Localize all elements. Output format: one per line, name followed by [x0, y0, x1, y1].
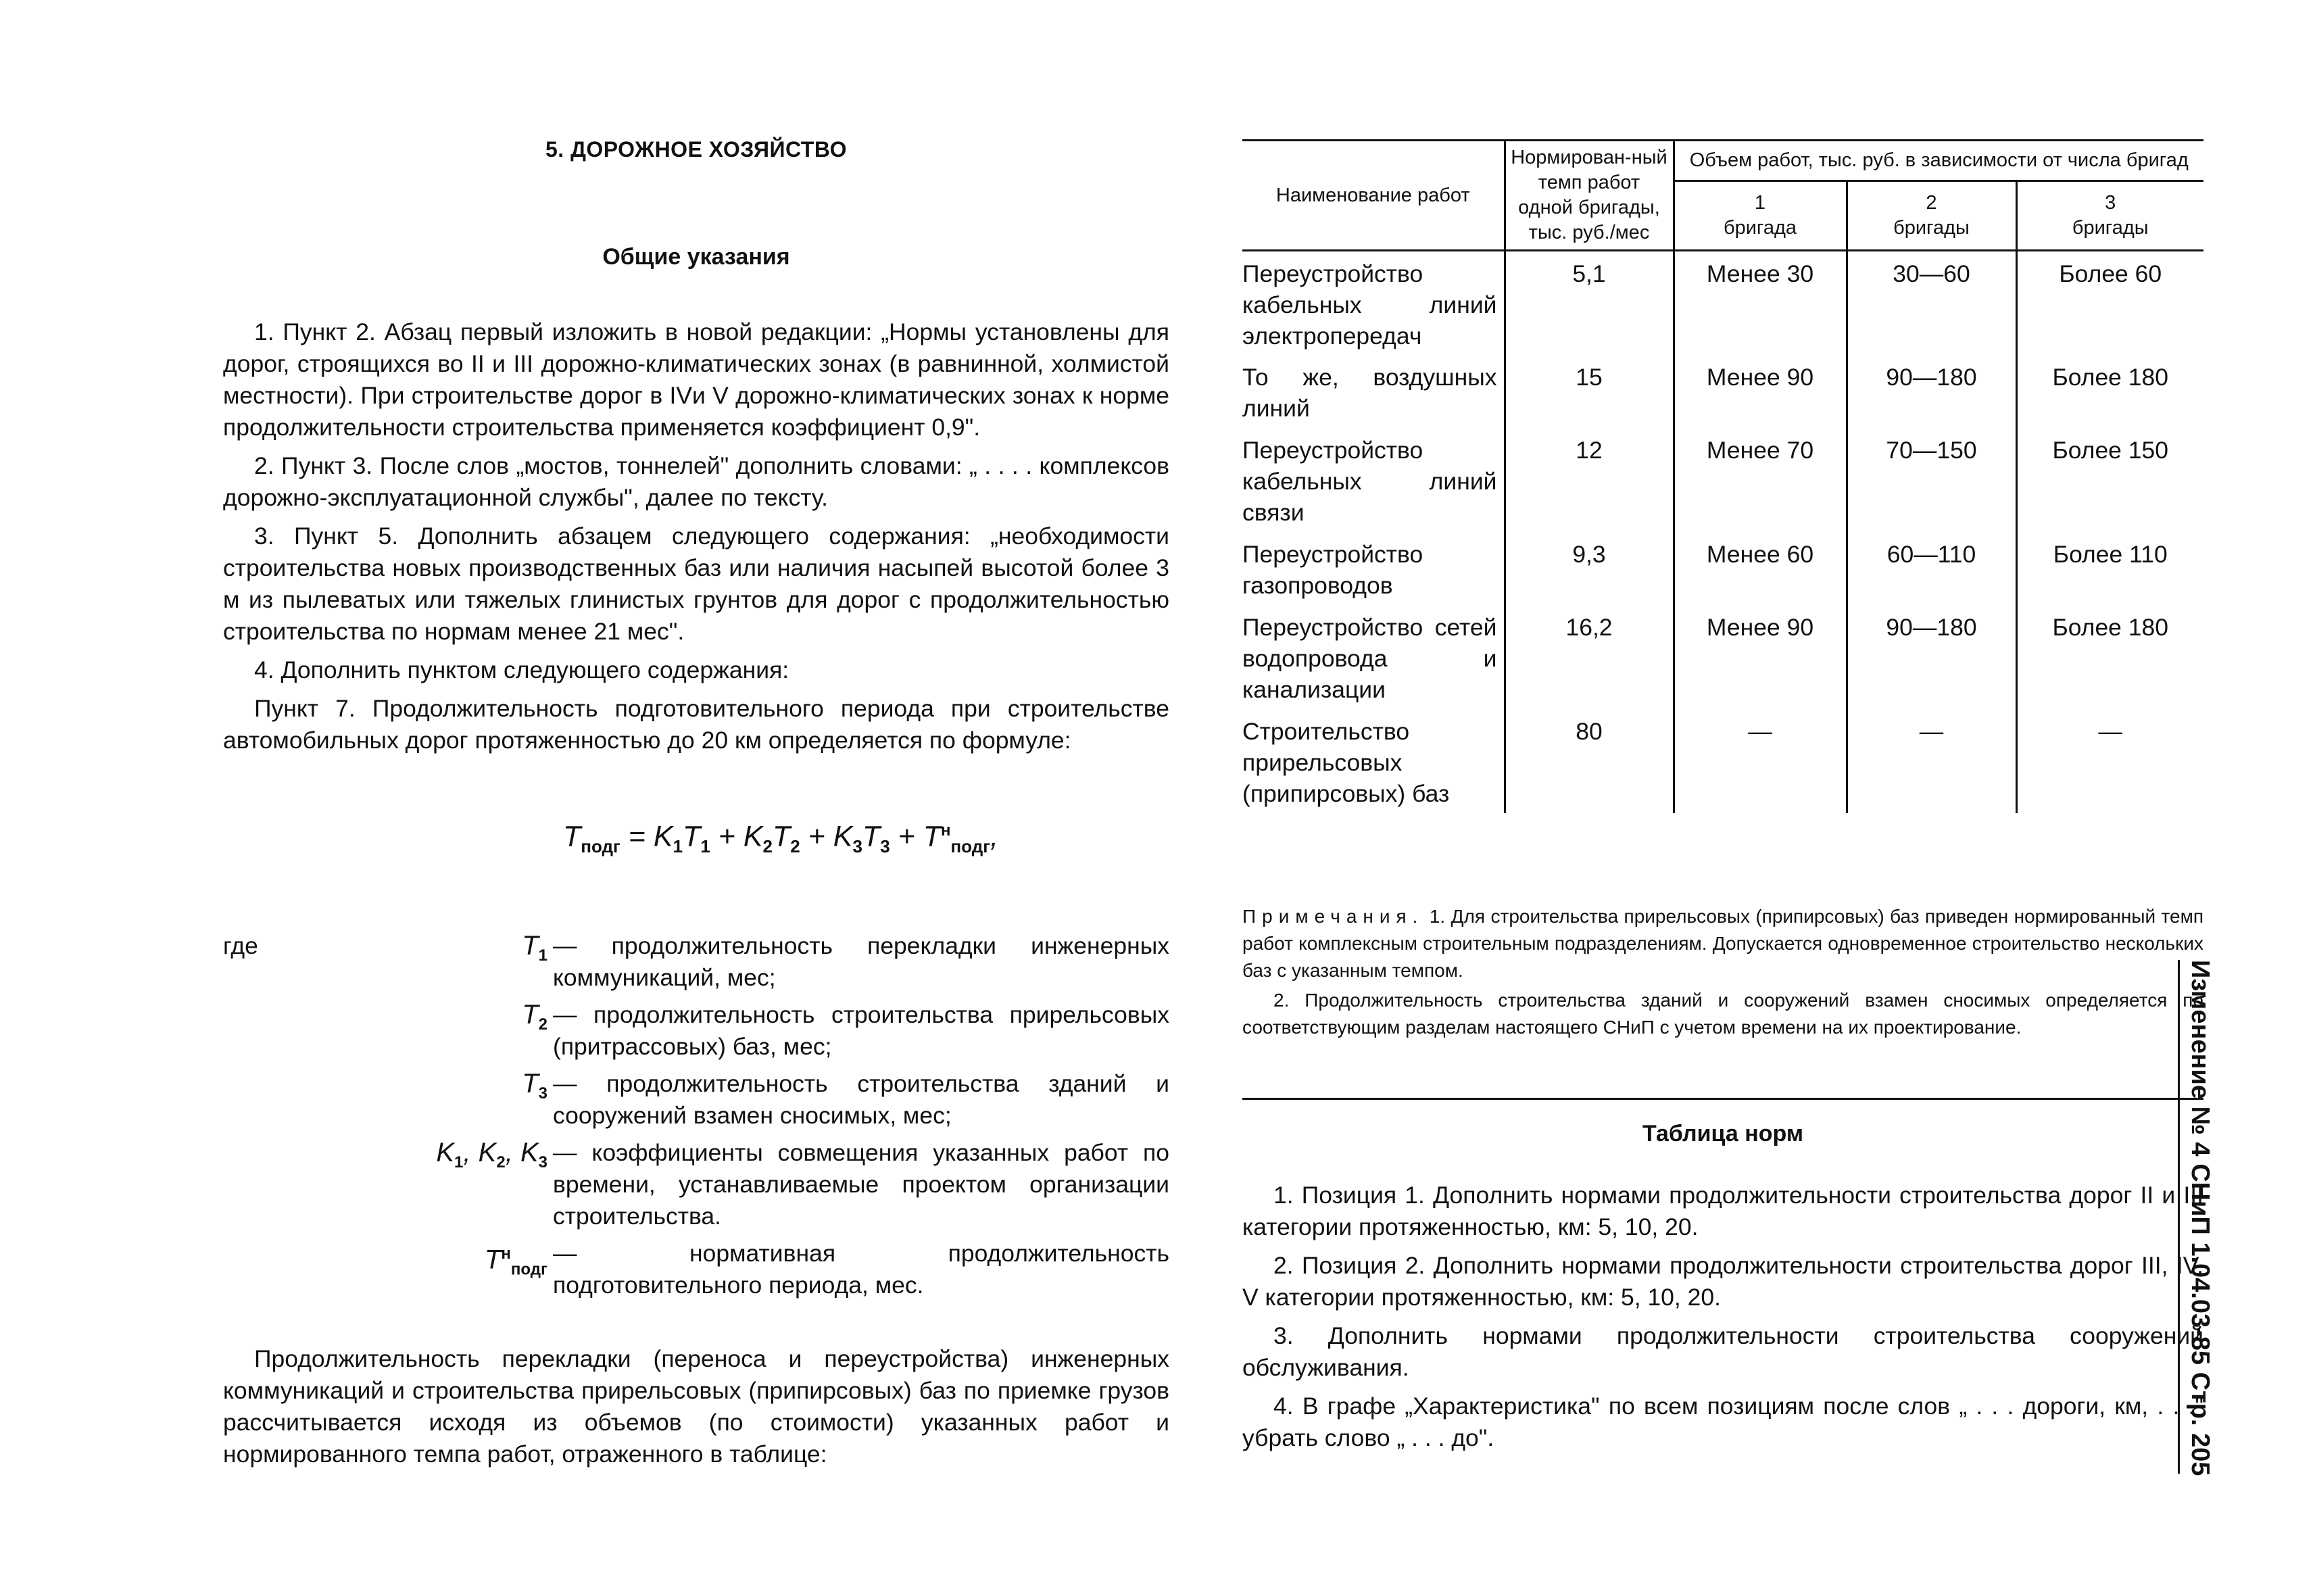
row-rate: 15: [1505, 355, 1674, 428]
definition-text: — нормативная продолжительность подготовительного периода, мес.: [553, 1239, 1169, 1299]
table-row: [1242, 251, 2203, 355]
row-b3: Более 110: [2053, 540, 2168, 568]
row-b1: Менее 60: [1674, 532, 1847, 605]
col-header-brigade-2: 2 бригады: [1847, 181, 2016, 251]
table-row: [1242, 428, 2203, 532]
row-b3: Более 180: [2052, 613, 2169, 641]
definitions: [223, 930, 1169, 1301]
row-b1: Менее 90: [1674, 355, 1847, 428]
definition-text: — продолжительность перекладки инженерных коммуникаций, мес;: [553, 932, 1169, 991]
paragraph-2: 2. Пункт 3. После слов „мостов, тоннелей" дополнить словами: „ . . . . комплексов дорожно-эксплуатационной службы", далее по тексту.: [223, 452, 1169, 511]
divider: [1242, 1098, 2203, 1100]
formula: $T_{подг} = K_1T_1 + K_2T_2 + K_3T_3 + T^н_{подг}$,: [562, 820, 998, 856]
col-header-brigade-3: 3 бригады: [2016, 181, 2203, 251]
row-rate: 5,1: [1505, 251, 1674, 355]
row-name: Переустройство кабельных линий связи: [1242, 428, 1505, 532]
table-row: [1242, 709, 2203, 813]
symbol-tn: $T^н_{подг}$: [484, 1244, 547, 1279]
row-b2: 90—180: [1847, 605, 2016, 709]
norms-list: [1242, 1180, 2203, 1461]
row-b3: Более 180: [2052, 363, 2169, 391]
section-title: 5. ДОРОЖНОЕ ХОЗЯЙСТВО: [545, 137, 848, 162]
definition-text: — продолжительность строительства зданий и сооружений взамен сносимых, мес;: [553, 1069, 1169, 1129]
definition-tn: [223, 1238, 1169, 1301]
col-header-brigade-1: 1 бригада: [1674, 181, 1847, 251]
row-b1: Менее 70: [1674, 428, 1847, 532]
final-paragraph: Продолжительность перекладки (переноса и переустройства) инженерных коммуникаций и строительства прирельсовых (припирсовых) баз по приемке грузов рассчитывается исходя из объемов (по стоимости) указанных работ и нормированного темпа работ, отраженного в таблице:: [223, 1345, 1169, 1468]
where-label: где: [223, 932, 258, 959]
row-name: Переустройство кабельных линий электропередач: [1242, 251, 1505, 355]
row-b3: Более 60: [2059, 260, 2162, 287]
definition-k: [223, 1137, 1169, 1232]
symbol-t2: $T_2$: [522, 999, 547, 1034]
row-name: Переустройство газопроводов: [1242, 532, 1505, 605]
row-b2: —: [1847, 709, 2016, 813]
col-header-name: Наименование работ: [1242, 141, 1505, 251]
definition-text: — продолжительность строительства прирельсовых (притрассовых) баз, мес;: [553, 1000, 1169, 1060]
note-1: Примечания. 1. Для строительства прирельсовых (припирсовых) баз приведен нормированный темп работ комплексным строительным подразделениям. Допускается одновременное строительство нескольких баз с указанным темпом.: [1242, 906, 2203, 981]
row-rate: 16,2: [1505, 605, 1674, 709]
symbol-k: $K_1$, $K_2$, $K_3$: [436, 1137, 547, 1171]
row-name: Переустройство сетей водопровода и канализации: [1242, 605, 1505, 709]
note-2: 2. Продолжительность строительства зданий и сооружений взамен сносимых определяется по соответствующим разделам настоящего СНиП с учетом времени на их проектирование.: [1242, 990, 2203, 1038]
row-b1: Менее 90: [1674, 605, 1847, 709]
definition-text: — коэффициенты совмещения указанных работ по времени, устанавливаемые проектом организации строительства.: [553, 1138, 1169, 1230]
left-column: [223, 122, 1169, 1494]
col-header-rate: Нормирован-ный темп работ одной бригады, тыс. руб./мес: [1505, 141, 1674, 251]
row-name: То же, воздушных линий: [1242, 355, 1505, 428]
definition-t3: [223, 1068, 1169, 1132]
table-row: [1242, 532, 2203, 605]
row-b1: —: [1674, 709, 1847, 813]
paragraph-4: 4. Дополнить пунктом следующего содержания:: [254, 656, 789, 683]
definition-t1: [223, 930, 1169, 994]
row-b2: 60—110: [1847, 532, 2016, 605]
norm-item: 3. Дополнить нормами продолжительности строительства сооружений обслуживания.: [1242, 1322, 2203, 1381]
work-rate-table: [1242, 139, 2203, 813]
row-b2: 30—60: [1847, 251, 2016, 355]
definition-t2: [223, 999, 1169, 1063]
paragraph-3: 3. Пункт 5. Дополнить абзацем следующего содержания: „необходимости строительства новых производственных баз или наличия насыпей высотой более 3 м из пылеватых или тяжелых глинистых грунтов для дорог с продолжительностью строительства по нормам менее 21 мес".: [223, 523, 1169, 645]
table-row: [1242, 605, 2203, 709]
norm-item: 4. В графе „Характеристика" по всем позициям после слов „ . . . дороги, км, . . ." убрать слово „ . . . до".: [1242, 1393, 2203, 1451]
row-rate: 80: [1505, 709, 1674, 813]
row-rate: 12: [1505, 428, 1674, 532]
notes-label: Примечания.: [1242, 906, 1424, 927]
symbol-t3: $T_3$: [522, 1068, 547, 1103]
symbol-t1: $T_1$: [522, 930, 547, 965]
row-b3: —: [2098, 717, 2122, 745]
norms-title: Таблица норм: [1642, 1121, 1803, 1146]
row-name: Строительство прирельсовых (припирсовых) баз: [1242, 709, 1505, 813]
page-side-label: Изменение № 4 СНиП 1.04.03-85 Стр. 205: [2178, 960, 2220, 1474]
norm-item: 1. Позиция 1. Дополнить нормами продолжительности строительства дорог II и III категории протяженностью, км: 5, 10, 20.: [1242, 1182, 2203, 1240]
col-header-volume: Объем работ, тыс. руб. в зависимости от числа бригад: [1674, 141, 2203, 181]
row-b2: 70—150: [1847, 428, 2016, 532]
subtitle: Общие указания: [602, 244, 790, 270]
row-b3: Более 150: [2052, 436, 2169, 464]
paragraph-5: Пункт 7. Продолжительность подготовительного периода при строительстве автомобильных дорог протяженностью до 20 км определяется по формуле:: [223, 695, 1169, 754]
table-row: [1242, 355, 2203, 428]
row-b1: Менее 30: [1674, 251, 1847, 355]
row-rate: 9,3: [1505, 532, 1674, 605]
paragraph-1: 1. Пункт 2. Абзац первый изложить в новой редакции: „Нормы установлены для дорог, строящихся во II и III дорожно-климатических зонах (в равнинной, холмистой местности). При строительстве дорог в IVи V дорожно-климатических зонах к норме продолжительности строительства применяется коэффициент 0,9".: [223, 318, 1169, 441]
table-notes: [1242, 903, 2203, 1044]
norm-item: 2. Позиция 2. Дополнить нормами продолжительности строительства дорог III, IV, V категории протяженностью, км: 5, 10, 20.: [1242, 1252, 2203, 1311]
row-b2: 90—180: [1847, 355, 2016, 428]
